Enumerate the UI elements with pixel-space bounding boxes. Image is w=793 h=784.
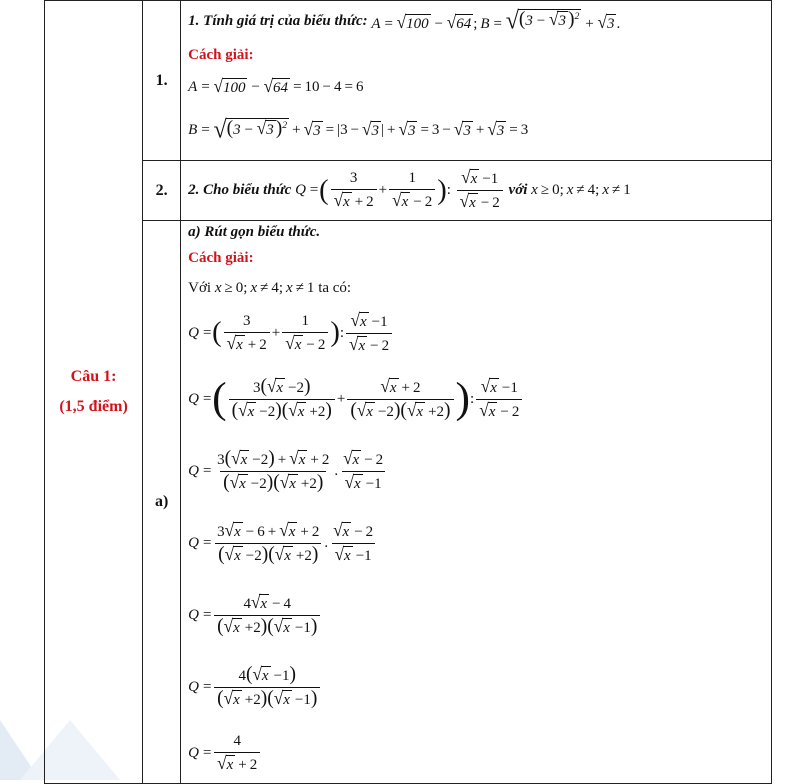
part1-answer-a: A = √ 100 − √ 64 = 10 − 4 = 6 xyxy=(188,76,364,97)
step-3: Q = 3( √ x −2) + √ x + 2 ( √ x −2)( √ x +2) . √ x − 2 √ x −1 xyxy=(188,447,384,493)
step-4: Q = 3 √ x − 6 + √ x + 2 ( √ x −2)( √ x +2) . √ x − 2 √ x −1 xyxy=(188,519,374,565)
question-label: Câu 1: xyxy=(70,368,117,385)
part1-content xyxy=(181,1,772,161)
part2a-number: a) xyxy=(143,221,181,784)
part2a-solution-label: Cách giải: xyxy=(188,249,254,266)
question-cell xyxy=(45,1,143,784)
step-5: Q = 4 √ x − 4 ( √ x +2)( √ x −1) xyxy=(188,579,771,651)
step-6: Q = 4( √ x −1) ( √ x +2)( √ x −1) xyxy=(188,651,771,723)
part2-condition-word: với xyxy=(508,182,528,198)
part1-answer-b: B = √ (3 − √ 3 )$^2$ + √ 3 = |3 − √ 3 | + √ 3 = 3 − √ 3 + √ 3 = 3 xyxy=(188,116,529,144)
part1-expression: A = √ 100 − √ 64 ; B = √ (3 − √ 3 )$^2$ + √ 3 . xyxy=(371,7,621,35)
part2-expression: Q = ( 3 √ x + 2 + 1 √ x − 2 ) : √ x −1 √ x − 2 xyxy=(295,169,505,212)
part1-solution-label: Cách giải: xyxy=(188,46,254,63)
step-2: Q = ( 3( √ x −2) ( √ x −2)( √ x +2) + √ x + 2 ( √ x −2)( √ x +2) ) : √ x −1 √ x − 2 xyxy=(188,363,771,435)
step-1: Q = ( 3 √ x + 2 + 1 √ x − 2 ) : √ x −1 √ x − 2 xyxy=(188,303,771,363)
step-7: Q = 4 √ x + 2 xyxy=(188,723,771,783)
part2a-intro-tail: ta có: xyxy=(318,279,352,296)
part2-content xyxy=(181,161,772,221)
part2-condition: x ≥ 0; x ≠ 4; x ≠ 1 xyxy=(531,182,631,198)
question-points: (1,5 điểm) xyxy=(59,398,128,415)
part2a-content xyxy=(181,221,772,784)
part1-number: 1. xyxy=(143,1,181,161)
part2-prompt: 2. Cho biểu thức xyxy=(188,182,292,198)
part1-prompt: 1. Tính giá trị của biểu thức: xyxy=(188,12,368,29)
part2-number: 2. xyxy=(143,161,181,221)
solution-table xyxy=(44,0,772,784)
part2a-intro-word: Với xyxy=(188,279,212,296)
part2a-task: a) Rút gọn biểu thức. xyxy=(188,223,321,240)
part2a-intro: Với x ≥ 0; x ≠ 4; x ≠ 1 ta có: xyxy=(188,279,352,296)
